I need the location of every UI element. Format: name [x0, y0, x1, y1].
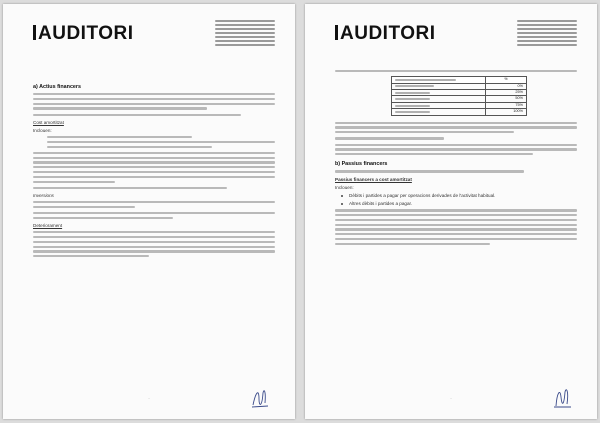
text-placeholder — [335, 170, 577, 172]
text-placeholder — [335, 144, 577, 156]
text-placeholder — [33, 114, 275, 116]
text-placeholder — [335, 209, 577, 245]
subsection-heading: Inversions — [33, 192, 54, 198]
text-placeholder — [33, 152, 275, 183]
signature-icon — [551, 385, 573, 411]
document-page-right — [305, 4, 597, 419]
list-item: Dèbits i partides a pagar per operacions derivades de l'activitat habitual. — [335, 193, 577, 199]
subsection-heading: Passius financers a cost amortitzat — [335, 176, 412, 182]
text-placeholder — [335, 70, 577, 72]
list-item: Altres dèbits i partides a pagar. — [335, 201, 577, 207]
signature-icon — [249, 385, 271, 411]
table-row: 100% — [392, 109, 527, 115]
page-body — [33, 78, 275, 395]
subsection-heading: Cost amortitzat — [33, 119, 64, 125]
text-placeholder — [33, 201, 275, 208]
text-placeholder — [335, 122, 577, 134]
text-placeholder — [335, 137, 577, 139]
document-page-left — [3, 4, 295, 419]
company-logo: AUDITORI — [335, 24, 435, 43]
text-placeholder — [33, 231, 275, 257]
text-placeholder — [33, 187, 275, 189]
table-row: 75% — [392, 102, 527, 108]
table-row: 0% — [392, 83, 527, 89]
table-header-cell: % — [486, 77, 527, 83]
company-address-block — [215, 20, 275, 46]
subsection-heading: Deteriorament — [33, 223, 63, 229]
table-row: 25% — [392, 90, 527, 96]
company-address-block — [517, 20, 577, 46]
text-placeholder — [33, 136, 275, 148]
page-number: · — [148, 396, 150, 401]
paragraph-lead: Inclouen: — [335, 184, 354, 190]
section-heading: b) Passius financers — [335, 161, 388, 168]
company-logo: AUDITORI — [33, 24, 133, 43]
percentage-table — [391, 76, 527, 115]
text-placeholder — [33, 212, 275, 219]
table-row: 50% — [392, 96, 527, 102]
text-placeholder — [33, 93, 275, 110]
section-heading: a) Actius financers — [33, 84, 82, 90]
page-body — [335, 68, 577, 395]
page-number: · — [450, 396, 452, 401]
paragraph-lead: Inclouen: — [33, 127, 52, 133]
